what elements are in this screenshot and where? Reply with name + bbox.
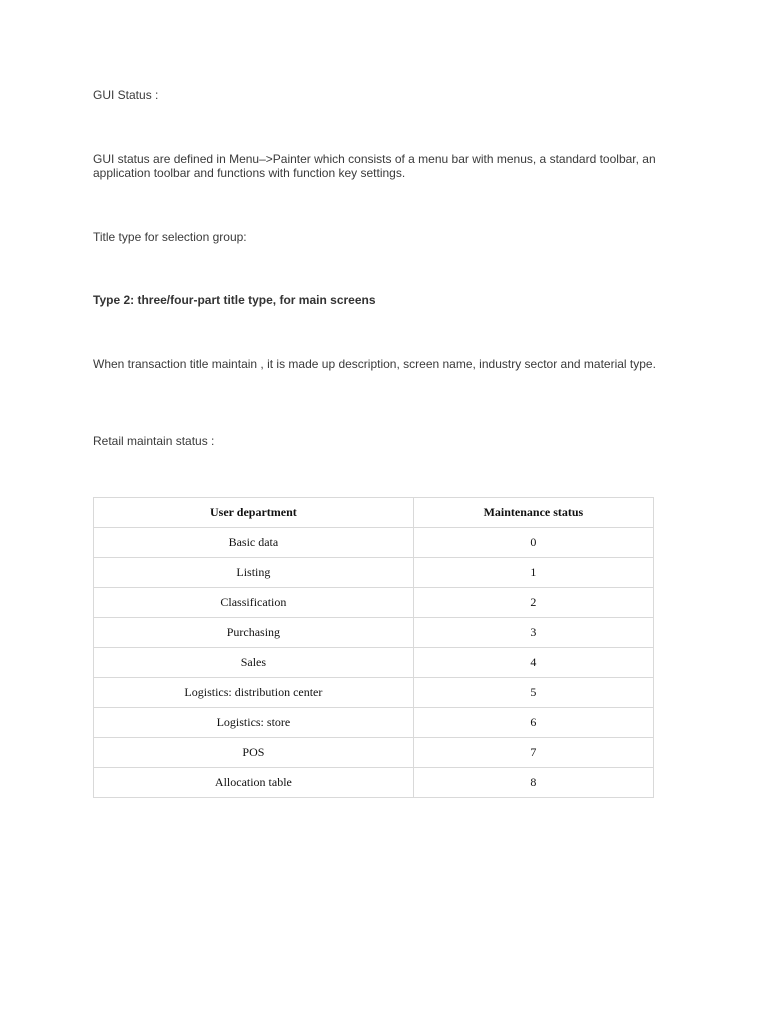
type2-title-heading: Type 2: three/four-part title type, for main screens: [93, 293, 376, 307]
status-cell: 5: [413, 678, 653, 708]
status-cell: 4: [413, 648, 653, 678]
status-cell: 0: [413, 528, 653, 558]
title-type-label: Title type for selection group:: [93, 230, 247, 244]
user-department-header: User department: [94, 498, 414, 528]
department-cell: Logistics: store: [94, 708, 414, 738]
table-header-row: [94, 498, 654, 528]
department-cell: Basic data: [94, 528, 414, 558]
gui-status-description: GUI status are defined in Menu–>Painter which consists of a menu bar with menus, a standard toolbar, an application toolbar and functions with function key settings.: [93, 152, 656, 180]
table-row: [94, 738, 654, 768]
table-row: [94, 708, 654, 738]
status-cell: 1: [413, 558, 653, 588]
status-cell: 3: [413, 618, 653, 648]
department-cell: POS: [94, 738, 414, 768]
department-cell: Classification: [94, 588, 414, 618]
transaction-title-description: When transaction title maintain , it is made up description, screen name, industry sector and material type.: [93, 357, 656, 371]
status-cell: 6: [413, 708, 653, 738]
department-cell: Sales: [94, 648, 414, 678]
department-cell: Listing: [94, 558, 414, 588]
department-cell: Logistics: distribution center: [94, 678, 414, 708]
table-row: [94, 618, 654, 648]
table-row: [94, 588, 654, 618]
maintenance-status-header: Maintenance status: [413, 498, 653, 528]
gui-status-heading: GUI Status :: [93, 88, 159, 102]
maintenance-status-table: [93, 497, 654, 798]
table-row: [94, 528, 654, 558]
status-cell: 8: [413, 768, 653, 798]
table-row: [94, 678, 654, 708]
department-cell: Purchasing: [94, 618, 414, 648]
department-cell: Allocation table: [94, 768, 414, 798]
status-cell: 2: [413, 588, 653, 618]
retail-status-label: Retail maintain status :: [93, 434, 215, 448]
table-row: [94, 768, 654, 798]
status-cell: 7: [413, 738, 653, 768]
table-row: [94, 648, 654, 678]
table-row: [94, 558, 654, 588]
